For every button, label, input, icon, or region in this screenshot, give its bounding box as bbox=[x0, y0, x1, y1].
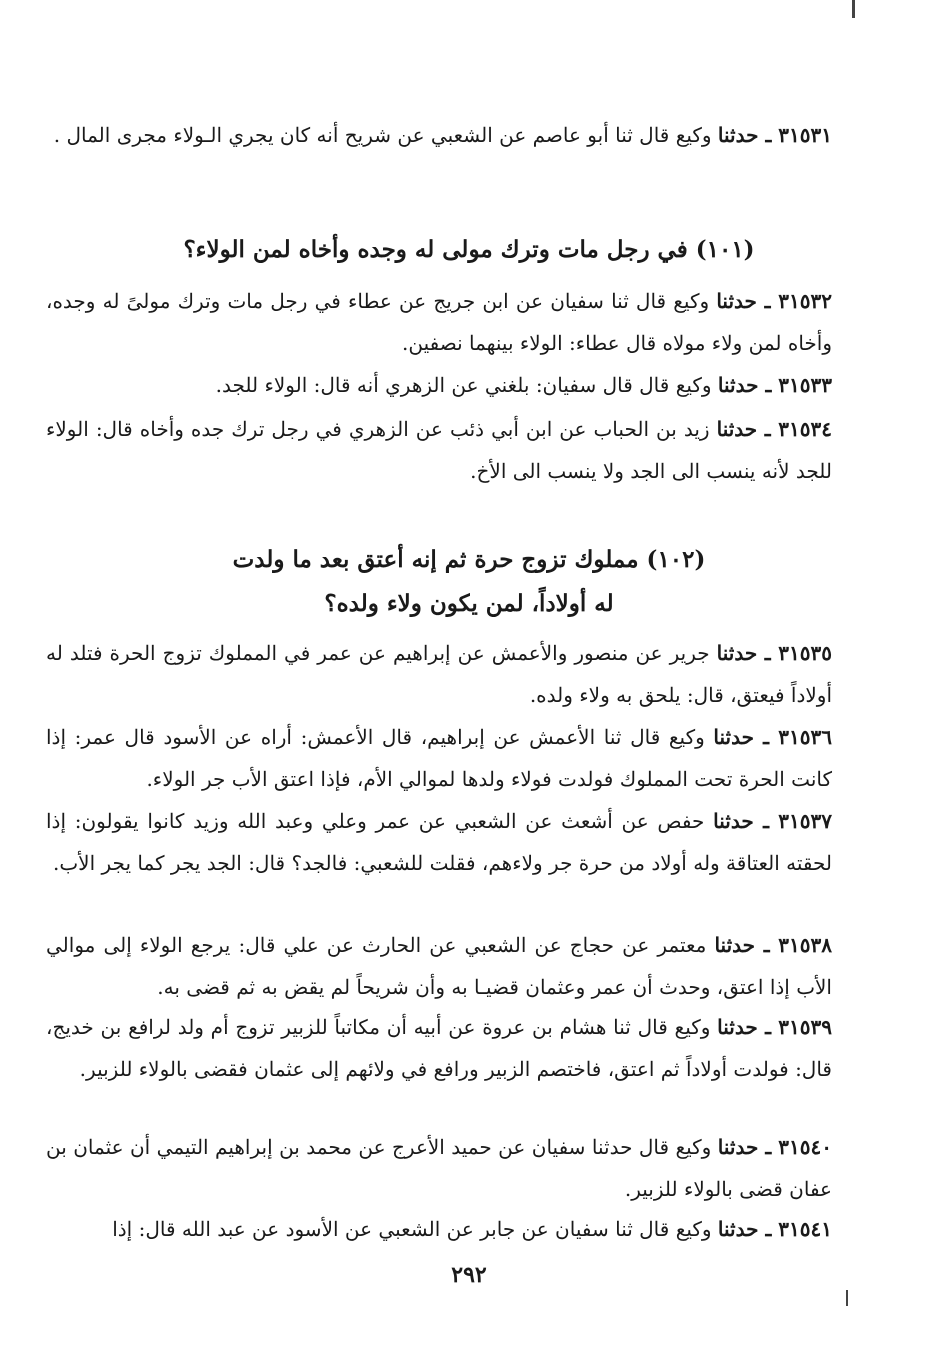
hadith-number: ٣١٥٣٤ bbox=[778, 417, 832, 441]
hadith-text: حفص عن أشعث عن الشعبي عن عمر وعلي وعبد الله وزيد كانوا يقولون: إذا لحقته العتاقة وله أولاد من حرة جر ولاءهم، فقلت للشعبي: فالجد؟ قال: الجد يجر كما يجر الأب. bbox=[46, 809, 832, 875]
hadith-text: وكيع قال ثنا الأعمش عن إبراهيم، قال الأعمش: أراه عن الأسود قال عمر: إذا كانت الحرة تحت المملوك فولدت فولاء ولدها لموالي الأم، فإذا اعتق الأب جر الولاء. bbox=[46, 725, 832, 791]
hadith-paragraph: ٣١٥٣١ ـ حدثنا وكيع قال ثنا أبو عاصم عن الشعبي عن شريح أنه كان يجري الـولاء مجرى المال . bbox=[53, 123, 832, 147]
hadith-number: ٣١٥٣٣ bbox=[778, 373, 832, 397]
section-heading-102-line1: (١٠٢) مملوك تزوج حرة ثم إنه أعتق بعد ما ولدت bbox=[232, 546, 706, 573]
hadith-paragraph: ٣١٥٣٦ ـ حدثنا وكيع قال ثنا الأعمش عن إبراهيم، قال الأعمش: أراه عن الأسود قال عمر: إذا كانت الحرة تحت المملوك فولدت فولاء ولدها لموالي الأم، فإذا اعتق الأب جر الولاء. bbox=[46, 725, 832, 791]
hadith-number: ٣١٥٣٢ bbox=[778, 289, 832, 313]
section-heading-102 bbox=[60, 538, 878, 626]
hadith-paragraph: ٣١٥٣٥ ـ حدثنا جرير عن منصور والأعمش عن إبراهيم عن عمر في المملوك تزوج الحرة فتلد له أولاداً فيعتق، قال: يلحق به ولاء ولده. bbox=[46, 641, 832, 707]
hadith-lead: حدثنا bbox=[716, 417, 758, 441]
section-heading-101: (١٠١) في رجل مات وترك مولى له وجده وأخاه لمن الولاء؟ bbox=[183, 236, 755, 263]
hadith-text: وكيع قال قال سفيان: بلغني عن الزهري أنه قال: الولاء للجد. bbox=[215, 373, 718, 397]
hadith-text: وكيع قال حدثنا سفيان عن حميد الأعرج عن محمد بن إبراهيم التيمي أن عثمان بن عفان قضى بالولاء للزبير. bbox=[46, 1135, 832, 1201]
hadith-text: وكيع قال ثنا هشام بن عروة عن أبيه أن مكاتباً للزبير تزوج أم ولد لرافع بن خديج، قال: فولدت أولاداً ثم اعتق، فاختصم الزبير ورافع في ولائهم إلى عثمان فقضى بالولاء للزبير. bbox=[46, 1015, 832, 1081]
hadith-number: ٣١٥٣١ bbox=[778, 123, 832, 147]
hadith-number: ٣١٥٣٥ bbox=[778, 641, 832, 665]
hadith-lead: حدثنا bbox=[713, 725, 754, 749]
hadith-paragraph: ٣١٥٣٧ ـ حدثنا حفص عن أشعث عن الشعبي عن عمر وعلي وعبد الله وزيد كانوا يقولون: إذا لحقته العتاقة وله أولاد من حرة جر ولاءهم، فقلت للشعبي: فالجد؟ قال: الجد يجر كما يجر الأب. bbox=[46, 809, 832, 875]
hadith-paragraph: ٣١٥٣٤ ـ حدثنا زيد بن الحباب عن ابن أبي ذئب عن الزهري في رجل ترك جده وأخاه قال: الولاء للجد لأنه ينسب الى الجد ولا ينسب الى الأخ. bbox=[46, 417, 832, 483]
hadith-lead: حدثنا bbox=[717, 1217, 759, 1241]
hadith-lead: حدثنا bbox=[713, 809, 754, 833]
hadith-text: وكيع قال ثنا سفيان عن جابر عن الشعبي عن الأسود عن عبد الله قال: إذا bbox=[112, 1217, 718, 1241]
hadith-lead: حدثنا bbox=[717, 373, 759, 397]
hadith-paragraph: ٣١٥٤٠ ـ حدثنا وكيع قال حدثنا سفيان عن حميد الأعرج عن محمد بن إبراهيم التيمي أن عثمان بن عفان قضى بالولاء للزبير. bbox=[46, 1135, 832, 1201]
hadith-paragraph: ٣١٥٣٣ ـ حدثنا وكيع قال قال سفيان: بلغني عن الزهري أنه قال: الولاء للجد. bbox=[215, 373, 832, 397]
hadith-text: معتمر عن حجاج عن الشعبي عن الحارث عن علي قال: يرجع الولاء إلى موالي الأب إذا اعتق، وحدث أن عمر وعثمان قضيـا به وأن شريحاً لم يقض به ثم قضى به. bbox=[46, 933, 832, 999]
hadith-number: ٣١٥٤٠ bbox=[778, 1135, 832, 1159]
hadith-text: زيد بن الحباب عن ابن أبي ذئب عن الزهري في رجل ترك جده وأخاه قال: الولاء للجد لأنه ينسب الى الجد ولا ينسب الى الأخ. bbox=[46, 417, 832, 483]
hadith-lead: حدثنا bbox=[714, 933, 756, 957]
hadith-paragraph: ٣١٥٣٢ ـ حدثنا وكيع قال ثنا سفيان عن ابن جريج عن عطاء في رجل مات وترك مولىً له وجده، وأخاه لمن ولاء مولاه قال عطاء: الولاء بينهما نصفين. bbox=[46, 289, 832, 355]
hadith-number: ٣١٥٤١ bbox=[778, 1217, 832, 1241]
hadith-paragraph: ٣١٥٣٨ ـ حدثنا معتمر عن حجاج عن الشعبي عن الحارث عن علي قال: يرجع الولاء إلى موالي الأب إذا اعتق، وحدث أن عمر وعثمان قضيـا به وأن شريحاً لم يقض به ثم قضى به. bbox=[46, 933, 832, 999]
hadith-number: ٣١٥٣٧ bbox=[778, 809, 832, 833]
hadith-text: وكيع قال ثنا أبو عاصم عن الشعبي عن شريح أنه كان يجري الـولاء مجرى المال . bbox=[53, 123, 718, 147]
hadith-number: ٣١٥٣٨ bbox=[778, 933, 832, 957]
hadith-number: ٣١٥٣٩ bbox=[778, 1015, 832, 1039]
scan-mark bbox=[852, 0, 855, 18]
scan-mark bbox=[846, 1290, 848, 1306]
hadith-paragraph: ٣١٥٤١ ـ حدثنا وكيع قال ثنا سفيان عن جابر عن الشعبي عن الأسود عن عبد الله قال: إذا bbox=[112, 1217, 832, 1241]
section-heading-102-line2: له أولاداً، لمن يكون ولاء ولده؟ bbox=[324, 590, 614, 617]
hadith-lead: حدثنا bbox=[716, 641, 758, 665]
hadith-text: وكيع قال ثنا سفيان عن ابن جريج عن عطاء في رجل مات وترك مولىً له وجده، وأخاه لمن ولاء مولاه قال عطاء: الولاء بينهما نصفين. bbox=[46, 289, 832, 355]
hadith-number: ٣١٥٣٦ bbox=[778, 725, 832, 749]
hadith-lead: حدثنا bbox=[717, 123, 759, 147]
hadith-paragraph: ٣١٥٣٩ ـ حدثنا وكيع قال ثنا هشام بن عروة عن أبيه أن مكاتباً للزبير تزوج أم ولد لرافع بن خديج، قال: فولدت أولاداً ثم اعتق، فاختصم الزبير ورافع في ولائهم إلى عثمان فقضى بالولاء للزبير. bbox=[46, 1015, 832, 1081]
hadith-text: جرير عن منصور والأعمش عن إبراهيم عن عمر في المملوك تزوج الحرة فتلد له أولاداً فيعتق، قال: يلحق به ولاء ولده. bbox=[46, 641, 832, 707]
hadith-lead: حدثنا bbox=[716, 289, 757, 313]
page-number: ٢٩٢ bbox=[451, 1262, 487, 1288]
hadith-lead: حدثنا bbox=[717, 1135, 759, 1159]
hadith-lead: حدثنا bbox=[717, 1015, 758, 1039]
